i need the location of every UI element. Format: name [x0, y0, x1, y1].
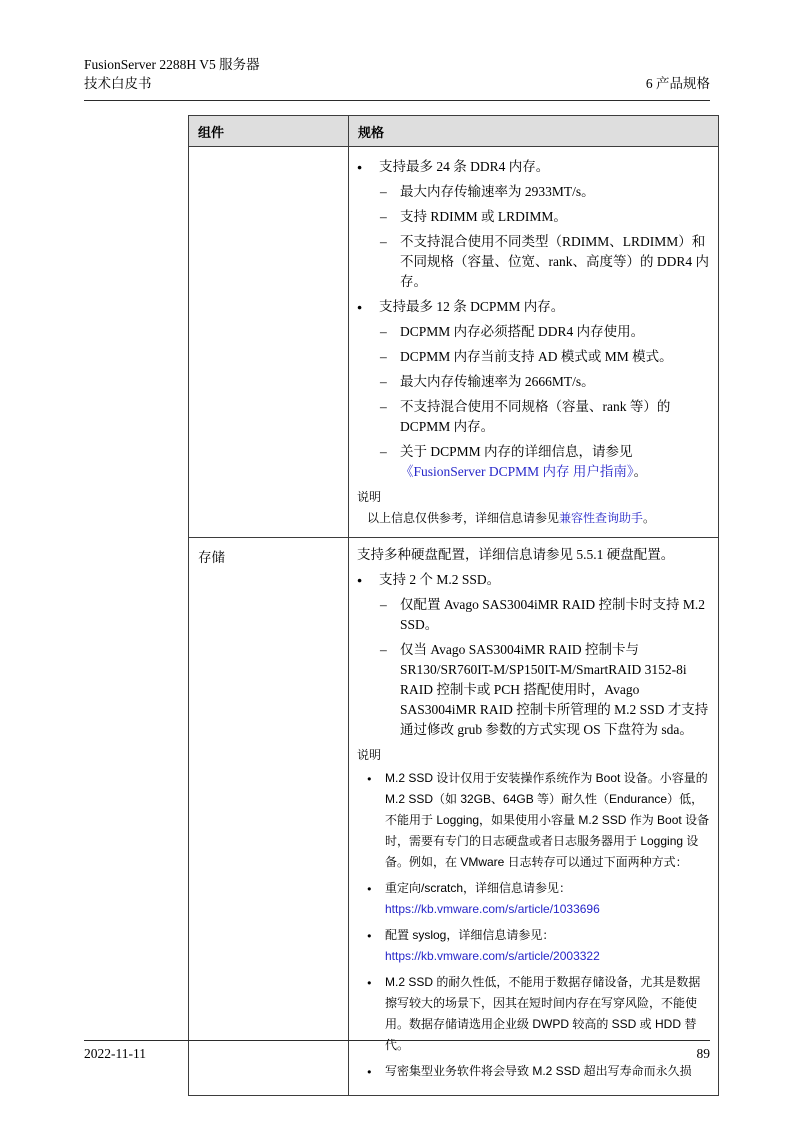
list-item-text: 仅配置 Avago SAS3004iMR RAID 控制卡时支持 M.2 SSD。 — [400, 597, 706, 632]
list-item — [380, 372, 710, 392]
dash-icon: – — [380, 374, 387, 389]
column-header-component: 组件 — [189, 116, 349, 147]
note-list-item — [367, 925, 710, 967]
dash-icon: – — [380, 444, 387, 459]
note-paragraph — [357, 508, 710, 529]
list-item — [380, 182, 710, 202]
list-item — [357, 570, 710, 590]
note-item-text: 写密集型业务软件将会导致 M.2 SSD 超出写寿命而永久损 — [385, 1064, 692, 1078]
note-body — [357, 768, 710, 1082]
list-item-text: 不支持混合使用不同类型（RDIMM、LRDIMM）和不同规格（容量、位宽、rank、高度等）的 DDR4 内存。 — [400, 234, 709, 289]
note-item-text: M.2 SSD 设计仅用于安装操作系统作为 Boot 设备。小容量的 M.2 SSD（如 32GB、64GB 等）耐久性（Endurance）低，不能用于 Logging，如果使用小容量 M.2 SSD 作为 Boot 设备时，需要有专门的日志硬盘或者日志服务器用于 Logging 设备。例如，在 VMware 日志转存可以通过下面两种方式： — [385, 771, 710, 869]
footer-date: 2022-11-11 — [84, 1046, 146, 1061]
list-item — [380, 640, 710, 740]
note-item-text — [385, 878, 710, 920]
dcpmm-guide-link[interactable]: 《FusionServer DCPMM 内存 用户指南》 — [400, 464, 634, 479]
dash-icon: – — [380, 234, 387, 249]
dash-icon: – — [380, 209, 387, 224]
storage-intro: 支持多种硬盘配置，详细信息请参见 5.5.1 硬盘配置。 — [357, 547, 675, 562]
dash-icon: – — [380, 597, 387, 612]
bullet-icon: ● — [367, 1067, 372, 1076]
dash-icon: – — [380, 349, 387, 364]
table-row-memory — [189, 147, 719, 538]
page-header — [84, 55, 710, 101]
text-segment: 配置 syslog，详细信息请参见： — [385, 928, 555, 942]
list-item — [380, 347, 710, 367]
compatibility-checker-link[interactable]: 兼容性查询助手 — [559, 511, 644, 525]
list-item-text: 支持最多 24 条 DDR4 内存。 — [379, 159, 550, 174]
note-item-text: M.2 SSD 的耐久性低，不能用于数据存储设备，尤其是数据擦写较大的场景下，因其在短时间内存在写穿风险，不能使用。数据存储请选用企业级 DWPD 较高的 SSD 或 HDD 替代。 — [385, 975, 701, 1052]
note-block — [357, 489, 710, 529]
vmware-kb-link-2003322[interactable]: https://kb.vmware.com/s/article/2003322 — [385, 949, 600, 963]
text-segment: 关于 DCPMM 内存的详细信息，请参见 — [400, 444, 633, 459]
doc-title: FusionServer 2288H V5 服务器 — [84, 57, 260, 72]
list-item-text: 支持 2 个 M.2 SSD。 — [379, 572, 501, 587]
text-segment: 以上信息仅供参考，详细信息请参见 — [367, 511, 560, 525]
dash-icon: – — [380, 184, 387, 199]
doc-title-block — [84, 55, 260, 93]
dash-icon: – — [380, 399, 387, 414]
list-item — [380, 595, 710, 635]
bullet-icon: ● — [367, 774, 372, 783]
doc-subtitle: 技术白皮书 — [84, 76, 152, 91]
footer-page-number: 89 — [696, 1046, 710, 1061]
bullet-icon: ● — [367, 978, 372, 987]
note-label: 说明 — [357, 748, 382, 762]
dash-icon: – — [380, 324, 387, 339]
column-header-spec: 规格 — [349, 116, 719, 147]
bullet-icon: ● — [357, 302, 363, 312]
component-cell-memory — [189, 147, 349, 538]
table-header-row — [189, 116, 719, 147]
chapter-title: 6 产品规格 — [645, 76, 710, 91]
list-item-text: 仅当 Avago SAS3004iMR RAID 控制卡与 SR130/SR760IT-M/SP150IT-M/SmartRAID 3152-8i RAID 控制卡或 PCH 搭配使用时，Avago SAS3004iMR RAID 控制卡所管理的 M.2 SSD 才支持通过修改 grub 参数的方式实现 OS 下盘符为 sda。 — [400, 642, 709, 737]
list-item-text — [400, 442, 710, 482]
list-item-text: 不支持混合使用不同规格（容量、rank 等）的 DCPMM 内存。 — [400, 399, 671, 434]
bullet-icon: ● — [357, 162, 363, 172]
note-body — [357, 508, 710, 529]
list-item-text: 支持 RDIMM 或 LRDIMM。 — [400, 209, 567, 224]
dash-icon: – — [380, 642, 387, 657]
note-block — [357, 747, 710, 1082]
note-list-item — [367, 768, 710, 873]
list-item-text: 最大内存传输速率为 2933MT/s。 — [400, 184, 595, 199]
list-item-text: DCPMM 内存必须搭配 DDR4 内存使用。 — [400, 324, 645, 339]
list-item — [357, 157, 710, 177]
bullet-icon: ● — [357, 575, 363, 585]
spec-table — [188, 115, 719, 1096]
text-segment: 重定向/scratch，详细信息请参见： — [385, 881, 572, 895]
bullet-icon: ● — [367, 931, 372, 940]
list-item-text: 支持最多 12 条 DCPMM 内存。 — [379, 299, 565, 314]
component-cell-storage: 存储 — [189, 538, 349, 1096]
note-item-text — [385, 925, 710, 967]
list-item-text: DCPMM 内存当前支持 AD 模式或 MM 模式。 — [400, 349, 673, 364]
list-item — [380, 322, 710, 342]
vmware-kb-link-1033696[interactable]: https://kb.vmware.com/s/article/1033696 — [385, 902, 600, 916]
list-item — [380, 442, 710, 482]
list-item — [380, 207, 710, 227]
text-segment: 。 — [633, 464, 648, 479]
text-segment: 。 — [643, 511, 656, 525]
note-label: 说明 — [357, 490, 382, 504]
spec-cell-storage — [349, 538, 719, 1096]
list-item — [357, 297, 710, 317]
list-item — [380, 232, 710, 292]
bullet-icon: ● — [367, 884, 372, 893]
spec-cell-memory — [349, 147, 719, 538]
list-item — [380, 397, 710, 437]
list-item-text: 最大内存传输速率为 2666MT/s。 — [400, 374, 595, 389]
note-list-item — [367, 878, 710, 920]
note-list-item — [367, 1061, 710, 1082]
page-footer — [84, 1040, 710, 1062]
table-row-storage — [189, 538, 719, 1096]
